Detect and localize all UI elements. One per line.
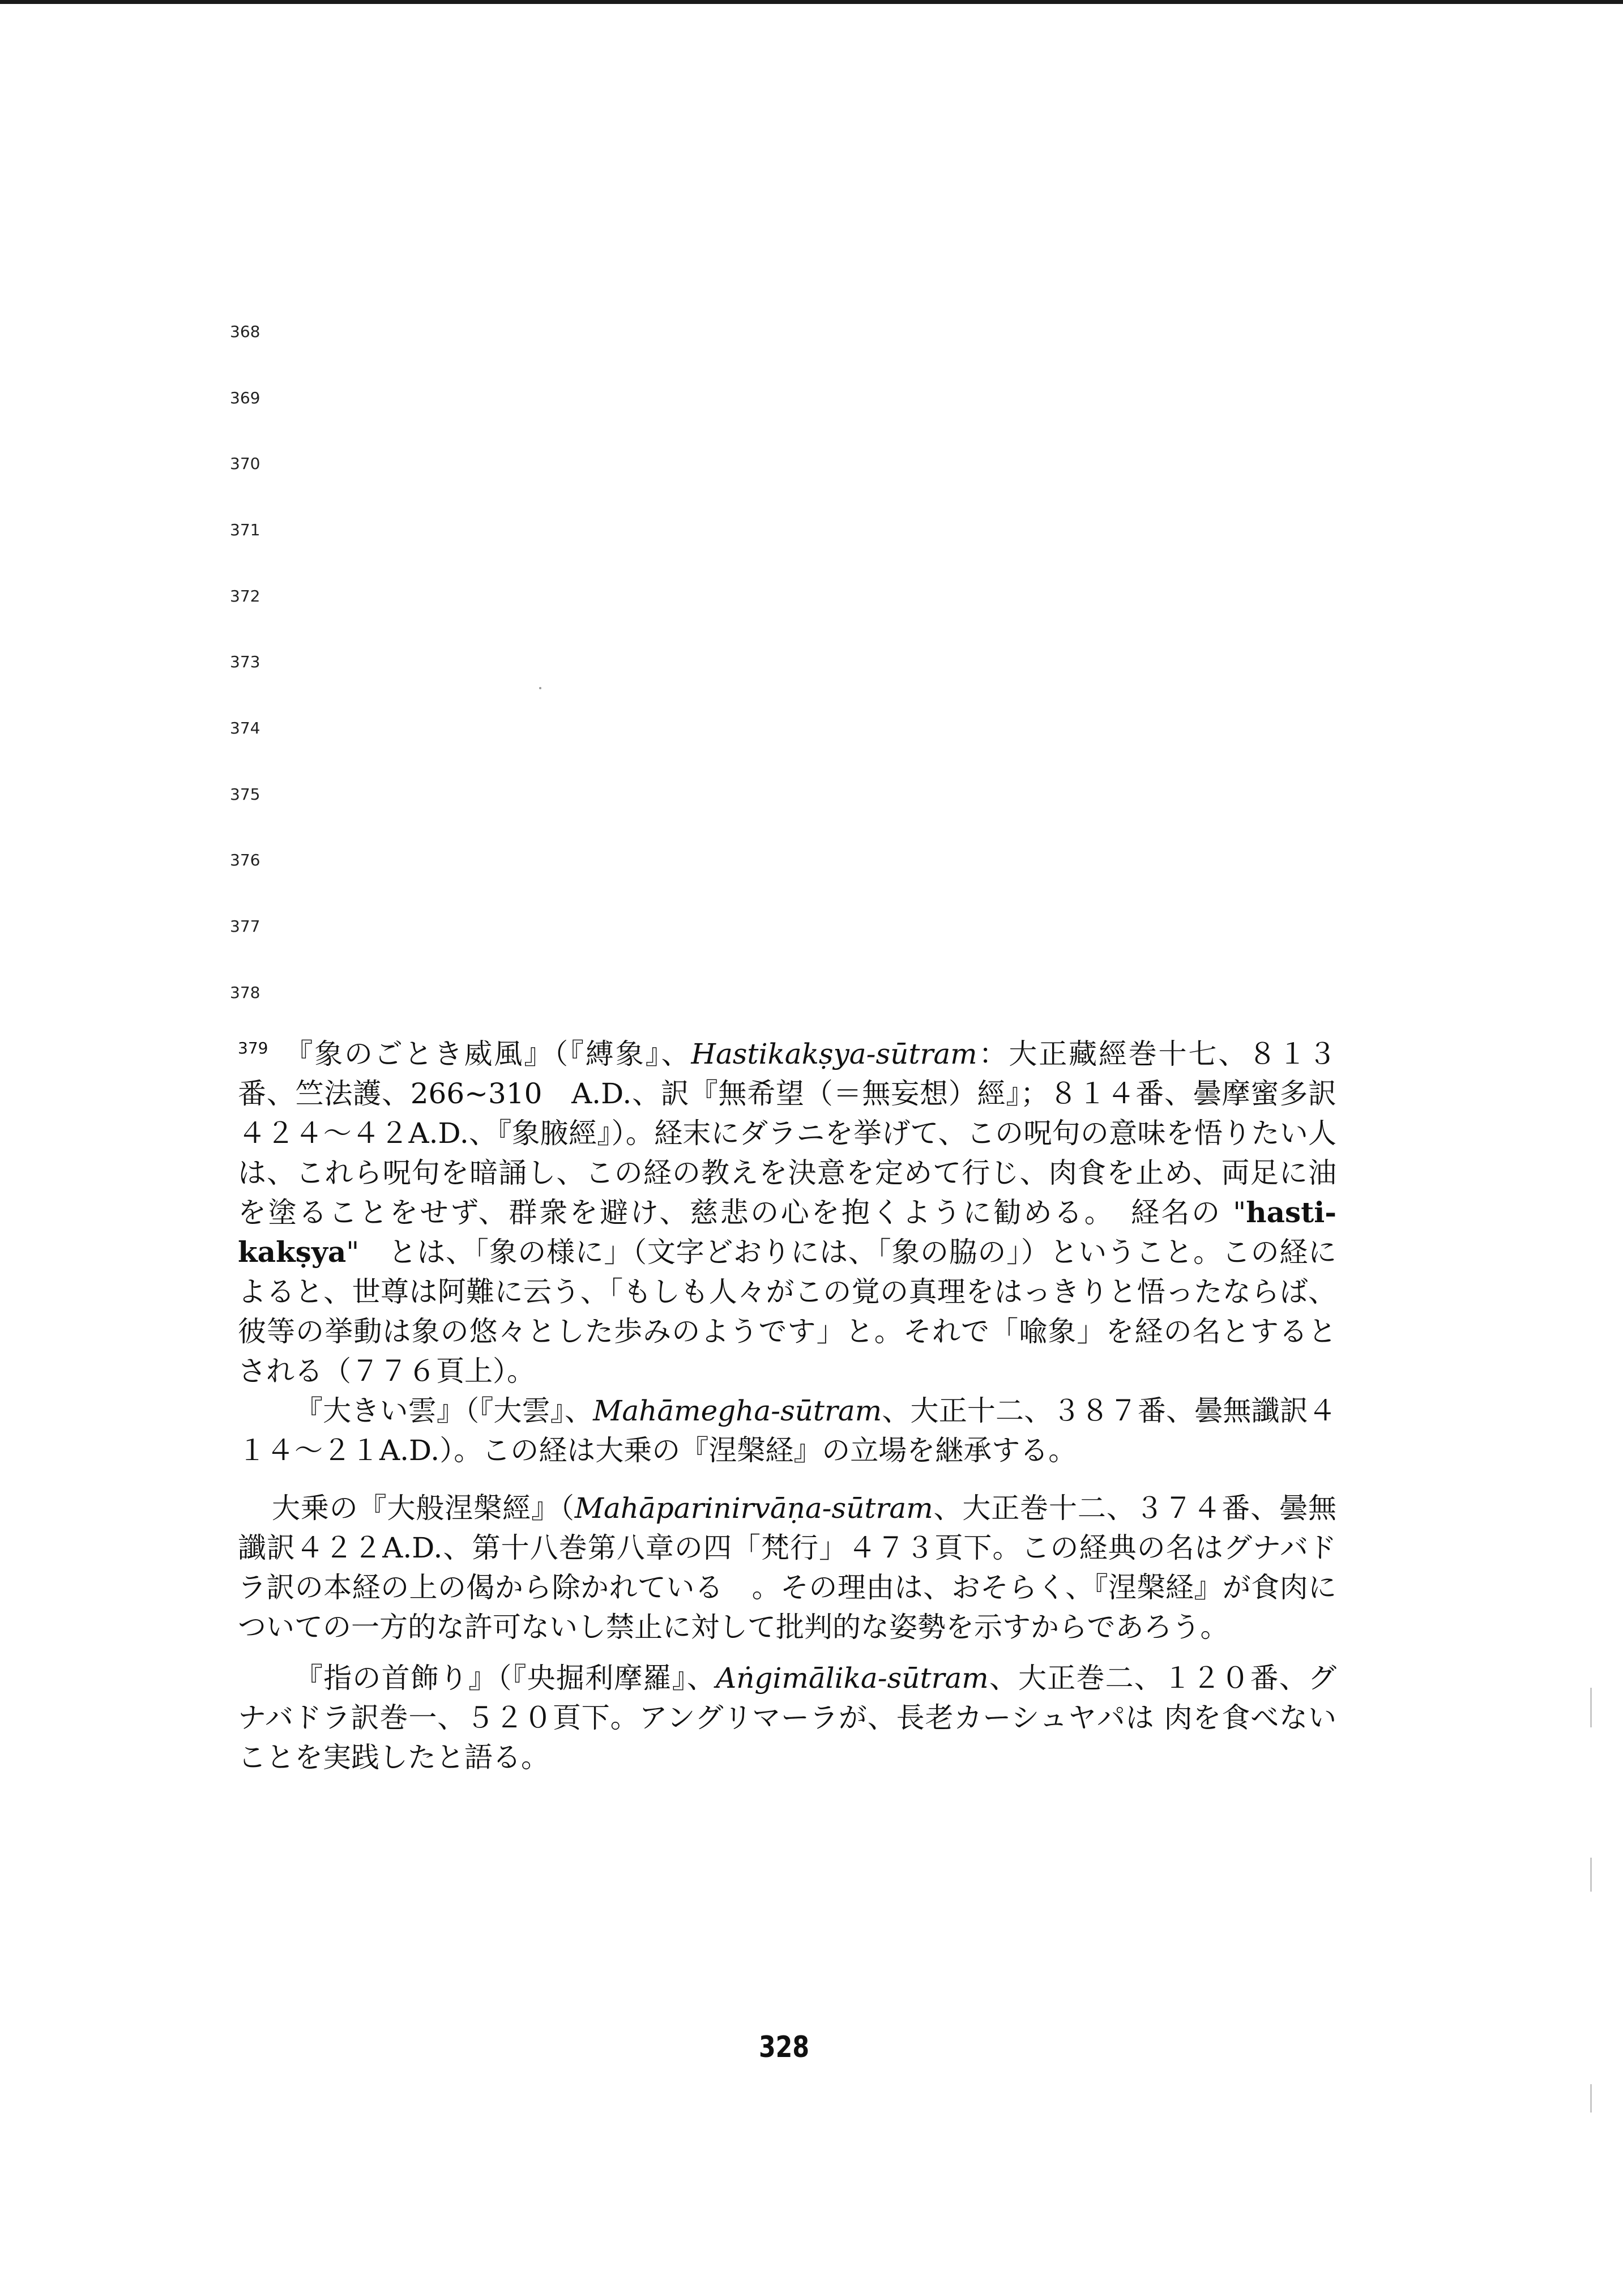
footnote-text: 大乗の『大般涅槃經』（ <box>272 1492 575 1525</box>
footnote-text: 『象のごとき威風』（『縛象』、 <box>283 1038 691 1070</box>
footnote-marker: 379 <box>238 1039 268 1057</box>
line-number: 374 <box>230 719 260 737</box>
footnote-379 <box>238 1034 1336 1391</box>
sutra-title-sanskrit: Mahāmegha-sūtram <box>593 1394 882 1427</box>
line-number: 373 <box>230 652 260 671</box>
sutra-title-sanskrit: Hastikakṣya-sūtram <box>691 1038 977 1070</box>
footnote-text: 『指の首飾り』（『央掘利摩羅』、 <box>294 1662 716 1695</box>
footnote-380 <box>238 1391 1336 1470</box>
scan-speck <box>539 687 541 689</box>
line-number: 370 <box>230 454 260 473</box>
line-number: 378 <box>230 983 260 1002</box>
line-number: 377 <box>230 917 260 936</box>
page-number: 328 <box>759 2030 810 2064</box>
sanskrit-term: hasti-kakṣya <box>238 1196 1336 1269</box>
line-number: 375 <box>230 785 260 804</box>
footnote-text: ：大正藏經巻十七、８１３番、竺法護、266~310 A.D.、訳『無希望（＝無妄想）經』；８１４番、曇摩蜜多訳４２４～４２A.D.、『象腋經』）。経末にダラニを挙げて、この呪句の意味を悟りたい人は、これら呪句を暗誦し、この経の教えを決意を定めて行じ、肉食を止め、両足に油を塗ることをせず、群衆を避け、慈悲の心を抱くように勧める。 経名の " <box>238 1038 1337 1229</box>
line-number: 372 <box>230 587 260 605</box>
line-number: 371 <box>230 520 260 539</box>
footnote-381 <box>238 1488 1336 1647</box>
sutra-title-sanskrit: Mahāparinirvāṇa-sūtram <box>574 1492 933 1525</box>
line-number: 369 <box>230 389 260 407</box>
footnote-text: " とは、「象の様に」（文字どおりには、「象の脇の」）ということ。この経によると、世尊は阿難に云う、「もしも人々がこの覚の真理をはっきりと悟ったならば、彼等の挙動は象の悠々とした歩みのようです」と。それで「喩象」を経の名とするとされる（７７６頁上）。 <box>238 1236 1336 1388</box>
scan-edge-mark <box>1590 1858 1592 1892</box>
footnote-text: 、大正巻十二、３７４番、曇無讖訳４２２A.D.、第十八巻第八章の四「梵行」４７３頁下。この経典の名はグナバドラ訳の本経の上の偈から除かれている 。その理由は、おそらく、『涅槃経』が食肉についての一方的な許可ないし禁止に対して批判的な姿勢を示すからであろう。 <box>238 1492 1337 1644</box>
footnote-text: 、大正巻二、１２０番、グナバドラ訳巻一、５２０頁下。アングリマーラが、長老カーシュヤパは 肉を食べないことを実践したと語る。 <box>238 1662 1337 1774</box>
line-number: 368 <box>230 322 260 341</box>
footnote-text: 、大正十二、３８７番、曇無讖訳４１４～２１A.D.）。この経は大乗の『涅槃経』の立場を継承する。 <box>238 1394 1337 1467</box>
sutra-title-sanskrit: Aṅgimālika-sūtram <box>716 1662 989 1695</box>
scan-edge-mark <box>1590 2084 1592 2113</box>
line-number: 376 <box>230 851 260 869</box>
footnote-382 <box>238 1658 1336 1777</box>
footnote-text: 『大きい雲』（『大雲』、 <box>294 1394 593 1427</box>
scan-edge-mark <box>1590 1688 1592 1727</box>
page-top-edge <box>0 0 1623 4</box>
